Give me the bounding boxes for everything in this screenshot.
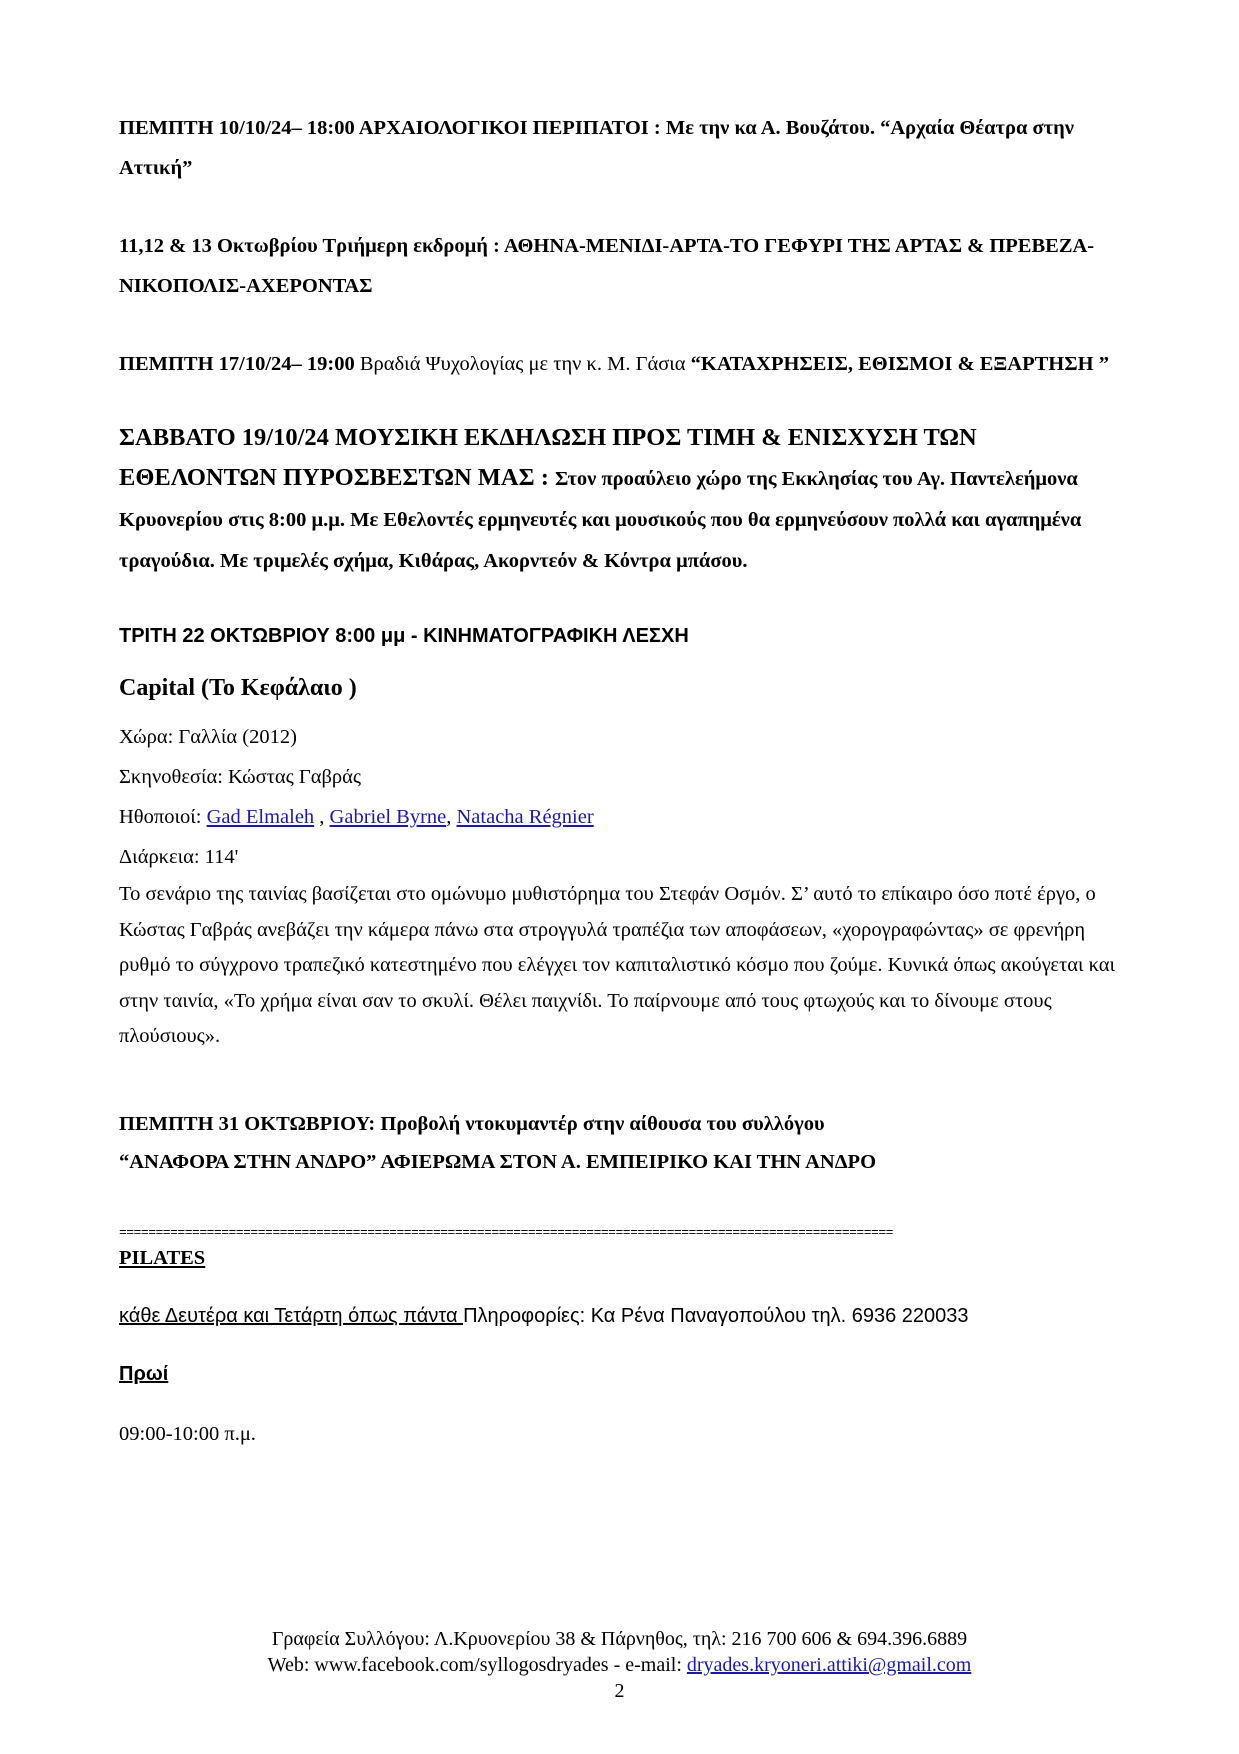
separator-line: ========================================================================================================== — [119, 1224, 893, 1240]
documentary-event — [119, 1105, 1119, 1181]
film-description: Το σενάριο της ταινίας βασίζεται στο ομώνυμο μυθιστόρημα του Στεφάν Οσμόν. Σ’ αυτό το επίκαιρο όσο ποτέ έργο, ο Κώστας Γαβράς ανεβάζει την κάμερα πάνω στα στρογγυλά τραπέζια των αποφάσεων, «χορογραφώντας» σε φρενήρη ρυθμό το σύγχρονο τραπεζικό κατεστημένο που ελέγχει τον καπιταλιστικό κόσμο που ζούμε. Κυνικά όπως ακούγεται και στην ταινία, «Το χρήμα είναι σαν το σκυλί. Θέλει παιχνίδι. Το παίρνουμε από τους φτωχούς και το δίνουμε στους πλούσιους». — [119, 883, 1116, 1047]
footer-address: Γραφεία Συλλόγου: Λ.Κρυονερίου 38 & Πάρνηθος, τηλ: 216 700 606 & 694.396.6889 — [271, 1628, 968, 1650]
concert-heading: ΣΑΒΒΑΤΟ 19/10/24 ΜΟΥΣΙΚΗ ΕΚΔΗΛΩΣΗ ΠΡΟΣ ΤΙΜΗ & ΕΝΙΣΧΥΣΗ ΤΩΝ ΕΘΕΛΟΝΤΩΝ ΠΥΡΟΣΒΕΣΤΩΝ ΜΑΣ : — [119, 424, 977, 491]
film-director: Σκηνοθεσία: Κώστας Γαβράς — [119, 766, 361, 788]
film-country: Χώρα: Γαλλία (2012) — [119, 726, 297, 748]
footer-contact — [0, 1652, 1239, 1678]
event-psychology-evening — [119, 344, 1119, 384]
morning-label: Πρωί — [119, 1362, 169, 1385]
footer-web: Web: www.facebook.com/syllogosdryades - e-mail: — [267, 1654, 687, 1676]
documentary-title: “ΑΝΑΦΟΡΑ ΣΤΗΝ ΑΝΔΡΟ” ΑΦΙΕΡΩΜΑ ΣΤΟΝ Α. ΕΜΠΕΙΡΙΚΟ ΚΑΙ ΤΗΝ ΑΝΔΡΟ — [119, 1150, 877, 1173]
documentary-line-1: ΠΕΜΠΤΗ 31 ΟΚΤΩΒΡΙΟΥ: Προβολή ντοκυμαντέρ στην αίθουσα του συλλόγου — [119, 1112, 825, 1135]
pilates-title: PILATES — [119, 1246, 206, 1269]
document-page — [119, 108, 1119, 1449]
page-number: 2 — [614, 1680, 625, 1702]
actors-label: Ηθοποιοί: — [119, 806, 207, 828]
film-duration: Διάρκεια: 114' — [119, 846, 239, 868]
footer-email-link[interactable]: dryades.kryoneri.attiki@gmail.com — [686, 1654, 972, 1676]
actor-link-natacha-regnier[interactable]: Natacha Régnier — [456, 806, 594, 828]
pilates-info: Πληροφορίες: Κα Ρένα Παναγοπούλου τηλ. 6936 220033 — [463, 1304, 969, 1327]
event-description: ΑΡΧΑΙΟΛΟΓΙΚΟΙ ΠΕΡΙΠΑΤΟΙ : Με την κα Α. Βουζάτου. “Αρχαία Θέατρα στην Αττική” — [119, 117, 1074, 179]
pilates-days: κάθε Δευτέρα και Τετάρτη όπως πάντα — [119, 1304, 464, 1327]
concert-details: Στον προαύλειο χώρο της Εκκλησίας του Αγ. Παντελεήμονα Κρυονερίου στις 8:00 μ.μ. Με Εθελοντές ερμηνευτές και μουσικούς που θα ερμηνεύσουν πολλά και αγαπημένα τραγούδια. Με τριμελές σχήμα, Κιθάρας, Ακορντεόν & Κόντρα μπάσου. — [119, 468, 1082, 572]
event-description: Βραδιά Ψυχολογίας με την κ. Μ. Γάσια — [354, 353, 691, 375]
film-details — [119, 717, 1119, 1055]
pilates-schedule — [119, 1301, 1119, 1331]
event-excursion: 11,12 & 13 Οκτωβρίου Τριήμερη εκδρομή : ΑΘΗΝΑ-ΜΕΝΙΔΙ-ΑΡΤΑ-ΤΟ ΓΕΦΥΡΙ ΤΗΣ ΑΡΤΑΣ & ΠΡΕΒΕΖΑ- ΝΙΚΟΠΟΛΙΣ-ΑΧΕΡΟΝΤΑΣ — [119, 235, 1095, 297]
film-actors — [119, 797, 1119, 837]
event-date: ΠΕΜΠΤΗ 10/10/24– 18:00 — [119, 117, 355, 139]
event-archaeological-walks — [119, 108, 1119, 188]
film-title: Capital (Το Κεφάλαιο ) — [119, 675, 357, 701]
actor-link-gabriel-byrne[interactable]: Gabriel Byrne — [329, 806, 447, 828]
actor-separator: , — [314, 806, 330, 828]
footer — [0, 1626, 1239, 1704]
concert-event — [119, 418, 1119, 581]
actor-link-gad-elmaleh[interactable]: Gad Elmaleh — [206, 806, 315, 828]
event-title: “ΚΑΤΑΧΡΗΣΕΙΣ, ΕΘΙΣΜΟΙ & ΕΞΑΡΤΗΣΗ ” — [690, 353, 1109, 375]
cinema-club-heading: ΤΡΙΤΗ 22 ΟΚΤΩΒΡΙΟΥ 8:00 μμ - ΚΙΝΗΜΑΤΟΓΡΑΦΙΚΗ ΛΕΣΧΗ — [119, 625, 689, 647]
morning-time: 09:00-10:00 π.μ. — [119, 1422, 256, 1445]
actor-separator: , — [446, 806, 457, 828]
event-date: ΠΕΜΠΤΗ 17/10/24– 19:00 — [119, 353, 355, 375]
